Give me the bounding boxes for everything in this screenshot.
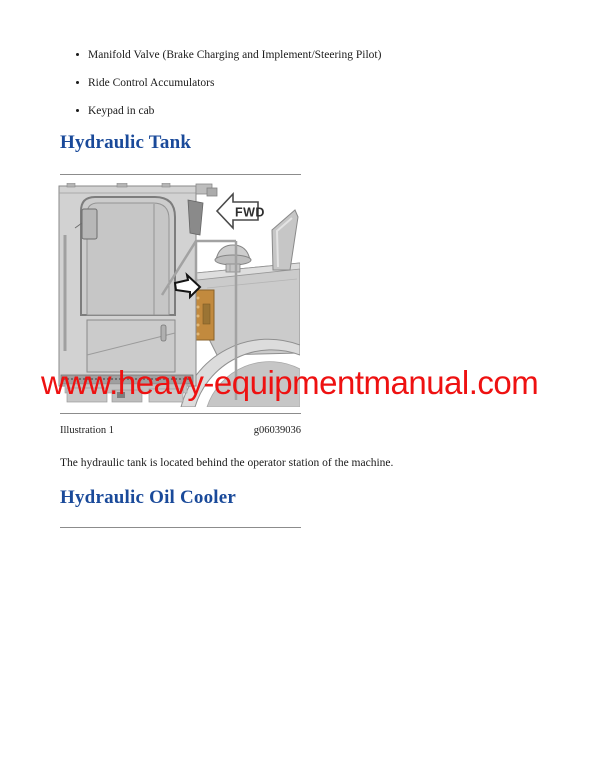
list-item-text: Ride Control Accumulators <box>88 77 215 89</box>
body-paragraph: The hydraulic tank is located behind the operator station of the machine. <box>60 457 394 469</box>
list-item <box>60 48 556 62</box>
list-item-text: Keypad in cab <box>88 105 155 117</box>
bullet-marker <box>76 53 79 56</box>
figure-bottom-rule <box>60 413 301 414</box>
list-item <box>60 104 556 118</box>
figure-top-rule <box>60 174 301 175</box>
component-bullet-list <box>60 48 556 118</box>
figure-caption-label: Illustration 1 <box>60 425 114 436</box>
list-item <box>60 76 556 90</box>
section-rule <box>60 527 301 528</box>
list-item-text: Manifold Valve (Brake Charging and Implement/Steering Pilot) <box>88 49 382 61</box>
hydraulic-tank-panel <box>196 290 214 340</box>
section-heading-hydraulic-tank: Hydraulic Tank <box>60 132 192 153</box>
exhaust-pipe <box>272 210 298 270</box>
fwd-arrow <box>217 194 265 228</box>
bullet-marker <box>76 81 79 84</box>
fwd-arrow-label: FWD <box>235 205 265 220</box>
figure-caption <box>60 424 301 437</box>
door-handle <box>161 325 166 341</box>
page-content <box>60 48 556 528</box>
bullet-marker <box>76 109 79 112</box>
figure-caption-ref: g06039036 <box>253 425 301 436</box>
roof-machinery <box>196 184 217 196</box>
section-heading-hydraulic-oil-cooler: Hydraulic Oil Cooler <box>60 487 237 508</box>
watermark: www.heavy-equipmentmanual.com <box>41 364 539 401</box>
